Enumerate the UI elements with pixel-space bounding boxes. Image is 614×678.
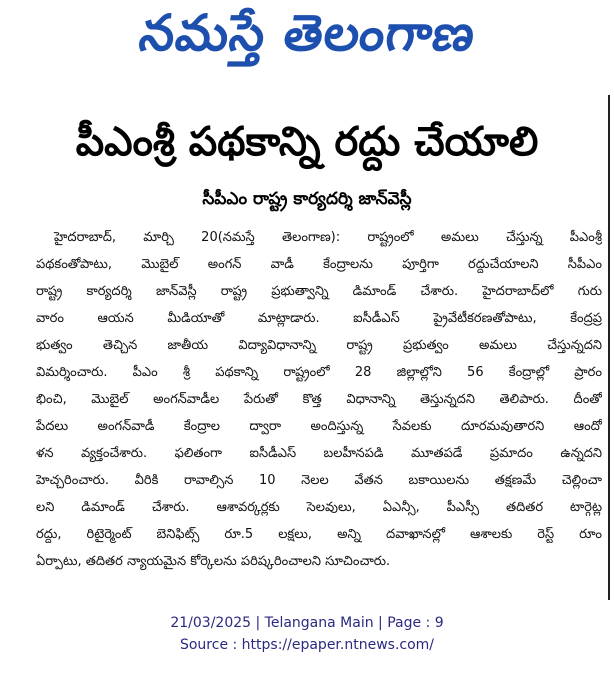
article-body xyxy=(36,224,602,575)
article-line: హెచ్చరించారు. వీరికి రావాల్సిన 10 నెలల వేతన బకాయిలను తక్షణమే చెల్లించా xyxy=(36,473,602,488)
article-line: భించి, మొబైల్‌ అంగన్‌వాడీల పేరుతో కొత్త విధానాన్ని తెస్తున్నదని తెలిపారు. దీంతో xyxy=(36,392,602,407)
article-line: పథకంతోపాటు, మొబైల్‌ అంగన్‌ వాడీ కేంద్రాలను పూర్తిగా రద్దుచేయాలని సీపీఎం xyxy=(36,257,602,272)
article-line: ళన వ్యక్తంచేశారు. ఫలితంగా ఐసీడీఎస్‌ బలహీనపడి మూతపడే ప్రమాదం ఉన్నదని xyxy=(36,446,602,461)
article-line: రాష్ట్ర కార్యదర్శి జాన్‌వెస్లీ రాష్ట్ర ప్రభుత్వాన్ని డిమాండ్‌ చేశారు. హైదరాబాద్‌లో గురు xyxy=(36,284,602,299)
article-line: హైదరాబాద్‌, మార్చి 20(నమస్తే తెలంగాణ): రాష్ట్రంలో అమలు చేస్తున్న పీఎంశ్రీ xyxy=(54,230,602,245)
article-line: విమర్శించారు. పీఎం శ్రీ పథకాన్ని రాష్ట్రంలో 28 జిల్లాల్లోని 56 కేంద్రాల్లో ప్రారం xyxy=(36,365,602,380)
article-subheadline: సీపీఎం రాష్ట్ర కార్యదర్శి జాన్‌వెస్లీ xyxy=(202,189,412,209)
article-headline: పీఎంశ్రీ పథకాన్ని రద్దు చేయాలి xyxy=(75,119,539,165)
article-line: రద్దు, రిటైర్మెంట్‌ బెనిఫిట్స్‌ రూ.5 లక్షలు, అన్ని దవాఖానల్లో ఆశాలకు రెస్ట్‌ రూం xyxy=(36,527,602,542)
column-divider xyxy=(608,95,610,600)
article-line: ఏర్పాటు, తదితర న్యాయమైన కోర్కెలను పరిష్కరించాలని సూచించారు. xyxy=(36,554,391,569)
masthead xyxy=(0,0,614,78)
footer-source: Source : https://epaper.ntnews.com/ xyxy=(179,637,435,653)
article-line: లని డిమాండ్‌ చేశారు. ఆశావర్కర్లకు సెలవులు, ఏఎన్సీ, పీఎస్సీ తదితర టార్గెట్ల xyxy=(36,500,602,515)
article-line: భుత్వం తెచ్చిన జాతీయ విద్యావిధానాన్ని రాష్ట్ర ప్రభుత్వం అమలు చేస్తున్నదని xyxy=(36,338,602,353)
footer-meta: 21/03/2025 | Telangana Main | Page : 9 xyxy=(170,615,444,631)
footer xyxy=(0,612,614,656)
article-line: పేదలు అంగన్‌వాడీ కేంద్రాల ద్వారా అందిస్తున్న సేవలకు దూరమవుతారని ఆందో xyxy=(36,419,602,434)
masthead-logo: నమస్తే తెలంగాణ xyxy=(136,3,480,62)
article-line: వారం ఆయన మీడియాతో మాట్లాడారు. ఐసీడీఎస్‌ ప్రైవేటీకరణతోపాటు, కేంద్రప్ర xyxy=(36,311,602,326)
